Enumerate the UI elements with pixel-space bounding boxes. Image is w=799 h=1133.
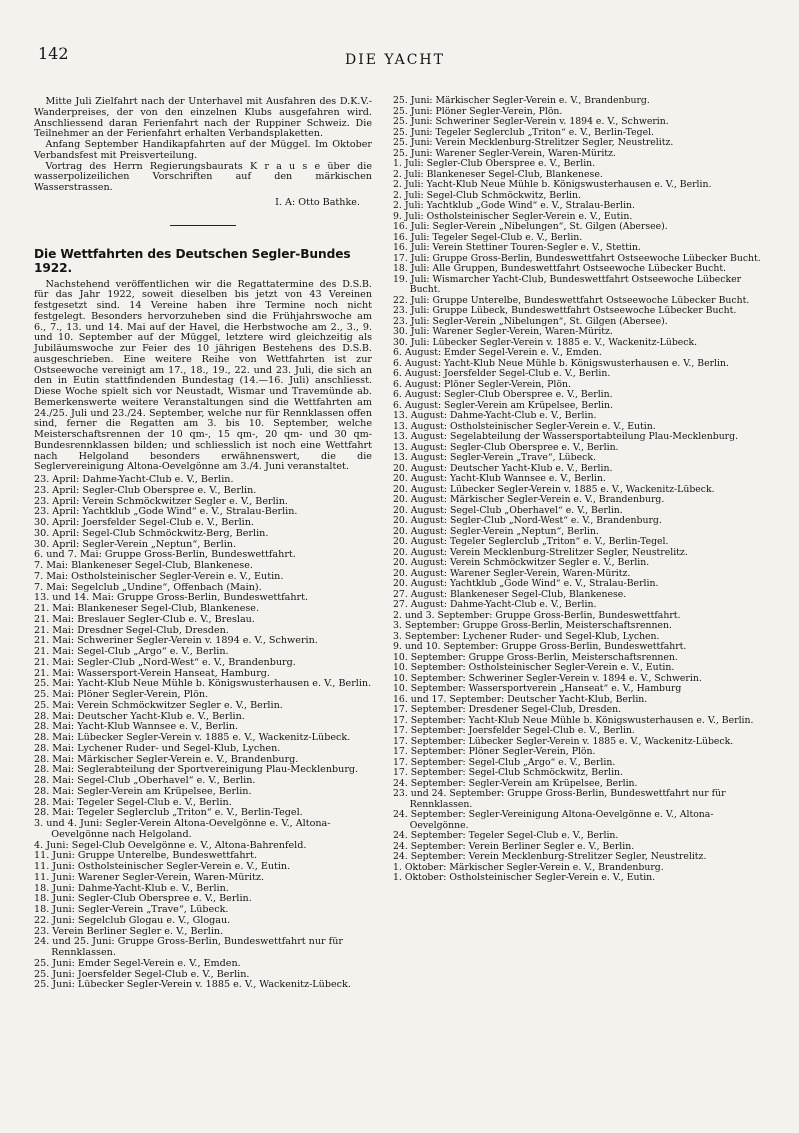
regatta-entry: 28. Mai: Tegeler Seglerclub „Triton“ e. V., Berlin-Tegel. (34, 807, 303, 819)
regatta-entry: 22. Juli: Gruppe Unterelbe, Bundeswettfahrt Ostseewoche Lübecker Bucht. (393, 294, 750, 306)
intro-paragraph: Anfang September Handikapfahrten auf der Müggel. Im Oktober Verbandsfest mit Preisverteilung. (34, 139, 372, 161)
regatta-entry: 10. September: Wassersportverein „Hanseat“ e. V., Hamburg (393, 683, 682, 694)
regatta-entry: 25. Juni: Joersfelder Segel-Club e. V., Berlin. (34, 968, 250, 980)
regatta-entry: 24. September: Segler-Verein am Krüpelsee, Berlin. (393, 777, 638, 789)
regatta-entry: 2. Juli: Blankeneser Segel-Club, Blankenese. (393, 168, 603, 180)
regatta-entry: 11. Juni: Ostholsteinischer Segler-Verein e. V., Eutin. (34, 861, 291, 872)
regatta-entry: 3. September: Gruppe Gross-Berlin, Meisterschaftsrennen. (393, 620, 672, 631)
regatta-entry: 23. April: Yachtklub „Gode Wind“ e. V., Stralau-Berlin. (34, 506, 298, 518)
regatta-entry: 20. August: Verein Mecklenburg-Strelitzer Segler, Neustrelitz. (393, 546, 688, 558)
regatta-entry: 2. Juli: Yachtklub „Gode Wind“ e. V., Stralau-Berlin. (393, 200, 635, 211)
regatta-entry: 27. August: Dahme-Yacht-Club e. V., Berlin. (393, 599, 597, 610)
intro-paragraph: Vortrag des Herrn Regierungsbaurats K r a u s e über die wasserpolizeilichen Vorschriften auf den märkischen Wasserstrassen. (34, 160, 372, 193)
regatta-entry: 30. Juli: Lübecker Segler-Verein v. 1885 e. V., Wackenitz-Lübeck. (393, 336, 698, 348)
regatta-entry: 24. September: Verein Mecklenburg-Strelitzer Segler, Neustrelitz. (393, 851, 707, 862)
regatta-entry: 24. und 25. Juni: Gruppe Gross-Berlin, Bundeswettfahrt nur für Rennklassen. (34, 936, 343, 958)
regatta-entry: 16. und 17. September: Deutscher Yacht-Klub, Berlin. (393, 693, 648, 705)
regatta-entry: 6. August: Emder Segel-Verein e. V., Emden. (393, 347, 602, 358)
regatta-entry: 16. Juli: Verein Stettiner Touren-Segler e. V., Stettin. (393, 242, 641, 253)
regatta-entry: 21. Mai: Wassersport-Verein Hanseat, Hamburg. (34, 667, 270, 679)
regatta-entry: 17. September: Dresdener Segel-Club, Dresden. (393, 704, 622, 715)
regatta-entry: 28. Mai: Lübecker Segler-Verein v. 1885 e. V., Wackenitz-Lübeck. (34, 732, 351, 743)
regatta-entry: 10. September: Gruppe Gross-Berlin, Meisterschaftsrennen. (393, 651, 678, 663)
regatta-entry: 28. Mai: Tegeler Segel-Club e. V., Berlin. (34, 796, 232, 808)
regatta-entry: 30. April: Segler-Verein „Neptun“, Berlin. (34, 538, 237, 550)
regatta-entry: 23. Juli: Gruppe Lübeck, Bundeswettfahrt Ostseewoche Lübecker Bucht. (393, 305, 737, 316)
regatta-list-left (34, 475, 372, 991)
regatta-entry: 2. Juli: Segel-Club Schmöckwitz, Berlin. (393, 189, 581, 201)
regatta-entry: 28. Mai: Deutscher Yacht-Klub e. V., Berlin. (34, 710, 245, 722)
regatta-entry: 28. Mai: Segler-Verein am Krüpelsee, Berlin. (34, 785, 252, 797)
regatta-entry: 24. September: Segler-Vereinigung Altona-Oevelgönne e. V., Altona-Oevelgönne. (393, 809, 714, 831)
intro-text (34, 97, 372, 194)
regatta-entry: 20. August: Segler-Club „Nord-West“ e. V., Brandenburg. (393, 515, 662, 526)
regatta-entry: 20. August: Verein Schmöckwitzer Segler e. V., Berlin. (393, 557, 650, 568)
regatta-entry: 13. August: Dahme-Yacht-Club e. V., Berlin. (393, 410, 597, 421)
regatta-entry: 18. Juli: Alle Gruppen, Bundeswettfahrt Ostseewoche Lübecker Bucht. (393, 263, 727, 274)
regatta-entry: 13. und 14. Mai: Gruppe Gross-Berlin, Bundeswettfahrt. (34, 592, 309, 604)
regatta-entry: 13. August: Segler-Club Oberspree e. V., Berlin. (393, 441, 619, 453)
regatta-entry: 30. Juli: Warener Segler-Verein, Waren-Müritz. (393, 326, 613, 337)
regatta-entry: 25. Juni: Lübecker Segler-Verein v. 1885 e. V., Wackenitz-Lübeck. (34, 979, 351, 991)
regatta-entry: 2. und 3. September: Gruppe Gross-Berlin, Bundeswettfahrt. (393, 609, 681, 621)
regatta-entry: 17. September: Segel-Club „Argo“ e. V., Berlin. (393, 756, 616, 768)
regatta-entry: 20. August: Segel-Club „Oberhavel“ e. V., Berlin. (393, 504, 623, 516)
regatta-entry: 23. und 24. September: Gruppe Gross-Berlin, Bundeswettfahrt nur für Rennklassen. (393, 788, 726, 810)
regatta-entry: 24. September: Verein Berliner Segler e. V., Berlin. (393, 840, 635, 852)
section-divider (170, 225, 236, 226)
regatta-entry: 21. Mai: Segel-Club „Argo“ e. V., Berlin. (34, 646, 229, 657)
regatta-entry: 16. Juli: Tegeler Segel-Club e. V., Berlin. (393, 231, 583, 243)
regatta-entry: 10. September: Schweriner Segler-Verein v. 1894 e. V., Schwerin. (393, 672, 702, 684)
regatta-entry: 20. August: Deutscher Yacht-Klub e. V., Berlin. (393, 462, 613, 474)
regatta-entry: 20. August: Tegeler Seglerclub „Triton“ e. V., Berlin-Tegel. (393, 536, 669, 547)
regatta-entry: 3. September: Lychener Ruder- und Segel-Klub, Lychen. (393, 630, 660, 642)
regatta-entry: 23. April: Dahme-Yacht-Club e. V., Berlin. (34, 474, 234, 485)
regatta-entry: 7. Mai: Ostholsteinischer Segler-Verein e. V., Eutin. (34, 570, 284, 582)
regatta-entry: 1. Juli: Segler-Club Oberspree e. V., Berlin. (393, 158, 596, 169)
regatta-entry: 17. Juli: Gruppe Gross-Berlin, Bundeswettfahrt Ostseewoche Lübecker Bucht. (393, 252, 761, 264)
regatta-entry: 11. Juni: Gruppe Unterelbe, Bundeswettfahrt. (34, 850, 258, 862)
regatta-entry: 30. April: Joersfelder Segel-Club e. V., Berlin. (34, 517, 254, 528)
regatta-entry: 25. Juni: Emder Segel-Verein e. V., Emden. (34, 957, 241, 969)
regatta-entry: 25. Juni: Tegeler Seglerclub „Triton“ e. V., Berlin-Tegel. (393, 126, 655, 138)
regatta-entry: 25. Mai: Yacht-Klub Neue Mühle b. Königswusterhausen e. V., Berlin. (34, 678, 372, 690)
regatta-entry: 17. September: Plöner Segler-Verein, Plön. (393, 746, 596, 757)
regatta-entry: 17. September: Joersfelder Segel-Club e. V., Berlin. (393, 725, 635, 736)
regatta-entry: 19. Juli: Wismarcher Yacht-Club, Bundeswettfahrt Ostseewoche Lübecker Bucht. (393, 273, 742, 295)
regatta-entry: 1. Oktober: Märkischer Segler-Verein e. V., Brandenburg. (393, 861, 664, 873)
regatta-entry: 25. Mai: Verein Schmöckwitzer Segler e. V., Berlin. (34, 699, 283, 711)
regatta-entry: 6. August: Yacht-Klub Neue Mühle b. Königswusterhausen e. V., Berlin. (393, 357, 729, 369)
right-column (393, 96, 765, 884)
regatta-entry: 25. Juni: Verein Mecklenburg-Strelitzer Segler, Neustrelitz. (393, 137, 674, 148)
regatta-entry: 25. Juni: Märkischer Segler-Verein e. V., Brandenburg. (393, 95, 650, 106)
regatta-list-right (393, 96, 765, 884)
regatta-entry: 23. April: Segler-Club Oberspree e. V., Berlin. (34, 484, 257, 496)
regatta-entry: 20. August: Lübecker Segler-Verein v. 1885 e. V., Wackenitz-Lübeck. (393, 483, 715, 495)
regatta-entry: 17. September: Lübecker Segler-Verein v. 1885 e. V., Wackenitz-Lübeck. (393, 735, 734, 747)
regatta-entry: 22. Juni: Segelclub Glogau e. V., Glogau. (34, 914, 231, 926)
regatta-entry: 23. April: Verein Schmöckwitzer Segler e. V., Berlin. (34, 495, 288, 507)
regatta-entry: 28. Mai: Seglerabteilung der Sportvereinigung Plau-Mecklenburg. (34, 764, 359, 776)
regatta-entry: 21. Mai: Segler-Club „Nord-West“ e. V., Brandenburg. (34, 656, 296, 668)
regatta-entry: 24. September: Tegeler Segel-Club e. V., Berlin. (393, 830, 619, 841)
regatta-entry: 7. Mai: Segelclub „Undine“, Offenbach (Main). (34, 581, 262, 593)
regatta-entry: 20. August: Segler-Verein „Neptun“, Berlin. (393, 525, 599, 537)
regatta-entry: 16. Juli: Segler-Verein „Nibelungen“, St. Gilgen (Abersee). (393, 221, 668, 232)
regatta-entry: 17. September: Segel-Club Schmöckwitz, Berlin. (393, 767, 623, 778)
regatta-entry: 18. Juni: Dahme-Yacht-Klub e. V., Berlin. (34, 882, 229, 894)
regatta-entry: 21. Mai: Breslauer Segler-Club e. V., Breslau. (34, 613, 255, 625)
regatta-entry: 21. Mai: Blankeneser Segel-Club, Blankenese. (34, 603, 260, 614)
regatta-entry: 4. Juni: Segel-Club Oevelgönne e. V., Altona-Bahrenfeld. (34, 839, 307, 851)
regatta-entry: 6. August: Segler-Club Oberspree e. V., Berlin. (393, 389, 613, 400)
regatta-entry: 20. August: Yacht-Klub Wannsee e. V., Berlin. (393, 473, 606, 484)
regatta-entry: 20. August: Yachtklub „Gode Wind“ e. V., Stralau-Berlin. (393, 578, 659, 589)
regatta-entry: 6. August: Segler-Verein am Krüpelsee, Berlin. (393, 399, 613, 411)
regatta-entry: 3. und 4. Juni: Segler-Verein Altona-Oevelgönne e. V., Altona-Oevelgönne nach Helgoland. (34, 818, 331, 840)
regatta-entry: 20. August: Warener Segler-Verein, Waren-Müritz. (393, 567, 631, 579)
regatta-entry: 21. Mai: Schweriner Segler-Verein v. 1894 e. V., Schwerin. (34, 635, 318, 647)
regatta-entry: 13. August: Segelabteilung der Wassersportabteilung Plau-Mecklenburg. (393, 431, 739, 442)
regatta-entry: 9. und 10. September: Gruppe Gross-Berlin, Bundeswettfahrt. (393, 641, 687, 652)
regatta-entry: 13. August: Segler-Verein „Trave“, Lübeck. (393, 452, 596, 463)
regatta-entry: 28. Mai: Lychener Ruder- und Segel-Klub, Lychen. (34, 742, 281, 754)
regatta-entry: 23. Verein Berliner Segler e. V., Berlin. (34, 925, 224, 937)
regatta-entry: 6. August: Joersfelder Segel-Club e. V., Berlin. (393, 368, 611, 379)
regatta-entry: 28. Mai: Yacht-Klub Wannsee e. V., Berlin. (34, 721, 239, 733)
left-column (34, 97, 372, 991)
regatta-entry: 1. Oktober: Ostholsteinischer Segler-Verein e. V., Eutin. (393, 872, 656, 883)
regatta-entry: 25. Mai: Plöner Segler-Verein, Plön. (34, 689, 209, 700)
regatta-entry: 11. Juni: Warener Segler-Verein, Waren-Müritz. (34, 871, 265, 883)
regatta-entry: 6. August: Plöner Segler-Verein, Plön. (393, 378, 571, 390)
regatta-entry: 25. Juni: Warener Segler-Verein, Waren-Müritz. (393, 147, 616, 159)
running-head: DIE YACHT (345, 52, 445, 68)
regatta-entry: 18. Juni: Segler-Verein „Trave“, Lübeck. (34, 904, 229, 915)
regatta-entry: 25. Juni: Schweriner Segler-Verein v. 1894 e. V., Schwerin. (393, 116, 669, 127)
regatta-entry: 28. Mai: Märkischer Segler-Verein e. V., Brandenburg. (34, 753, 299, 765)
section-title: Die Wettfahrten des Deutschen Segler-Bundes 1922. (34, 246, 351, 275)
regatta-entry: 7. Mai: Blankeneser Segel-Club, Blankenese. (34, 560, 253, 571)
section-body: Nachstehend veröffentlichen wir die Regattatermine des D.S.B. für das Jahr 1922, soweit dieselben bis jetzt von 43 Vereinen festgesetzt sind. 14 Vereine haben ihre Termine noch nicht festgelegt. Besonders hervorzuheben sind die Frühjahrswoche am 6., 7., 13. und 14. Mai auf der Havel, die Herbstwoche am 2., 3., 9. und 10. September auf der Müggel, letztere wird gleichzeitig als Jubiläumswoche zur Feier des 10 jährigen Bestehens des D.S.B. ausgeschrieben. Eine weitere Reihe von Wettfahrten ist zur Ostseewoche vereinigt am 17., 18., 19., 22. und 23. Juli, die sich an den in Eutin stattfindenden Bundestag (14.—16. Juli) anschliesst. Diese Woche spielt sich vor Neustadt, Wismar und Travemünde ab. Bemerkenswerte weitere Veranstaltungen sind die Wettfahrten am 24./25. Juli und 23./24. September, welche nur für Rennklassen offen sind, ferner die Regatten am 3. bis 10. September, welche Meisterschaftsrennen der 10 qm-, 15 qm-, 20 qm- und 30 qm-Bundesrennklassen bilden; und schliesslich ist noch eine Wettfahrt nach Helgoland besonders erwähnenswert, die die Seglervereinigung Altona-Oevelgönne am 3./4. Juni veranstaltet. (34, 278, 372, 473)
intro-paragraph: Mitte Juli Zielfahrt nach der Unterhavel mit Ausfahren des D.K.V.-Wanderpreises, der von den einzelnen Klubs ausgefahren wird. Anschliessend daran Ferienfahrt nach der Ruppiner Schweiz. Die Teilnehmer an der Ferienfahrt erhalten Verbandsplaketten. (34, 96, 372, 140)
regatta-entry: 9. Juli: Ostholsteinischer Segler-Verein e. V., Eutin. (393, 210, 633, 222)
regatta-entry: 20. August: Märkischer Segler-Verein e. V., Brandenburg. (393, 494, 665, 505)
regatta-entry: 17. September: Yacht-Klub Neue Mühle b. Königswusterhausen e. V., Berlin. (393, 714, 754, 726)
regatta-entry: 23. Juli: Segler-Verein „Nibelungen“, St. Gilgen (Abersee). (393, 315, 668, 327)
regatta-entry: 18. Juni: Segler-Club Oberspree e. V., Berlin. (34, 893, 252, 905)
regatta-entry: 28. Mai: Segel-Club „Oberhavel“ e. V., Berlin. (34, 775, 256, 786)
regatta-entry: 6. und 7. Mai: Gruppe Gross-Berlin, Bundeswettfahrt. (34, 549, 296, 561)
page-number: 142 (38, 44, 69, 63)
regatta-entry: 25. Juni: Plöner Segler-Verein, Plön. (393, 105, 563, 117)
regatta-entry: 13. August: Ostholsteinischer Segler-Verein e. V., Eutin. (393, 420, 656, 432)
regatta-entry: 2. Juli: Yacht-Klub Neue Mühle b. Königswusterhausen e. V., Berlin. (393, 179, 712, 190)
regatta-entry: 21. Mai: Dresdner Segel-Club, Dresden. (34, 624, 229, 636)
regatta-entry: 10. September: Ostholsteinischer Segler-Verein e. V., Eutin. (393, 662, 675, 673)
signature: I. A: Otto Bathke. (275, 196, 360, 208)
regatta-entry: 27. August: Blankeneser Segel-Club, Blankenese. (393, 588, 627, 600)
regatta-entry: 30. April: Segel-Club Schmöckwitz-Berg, Berlin. (34, 527, 269, 539)
